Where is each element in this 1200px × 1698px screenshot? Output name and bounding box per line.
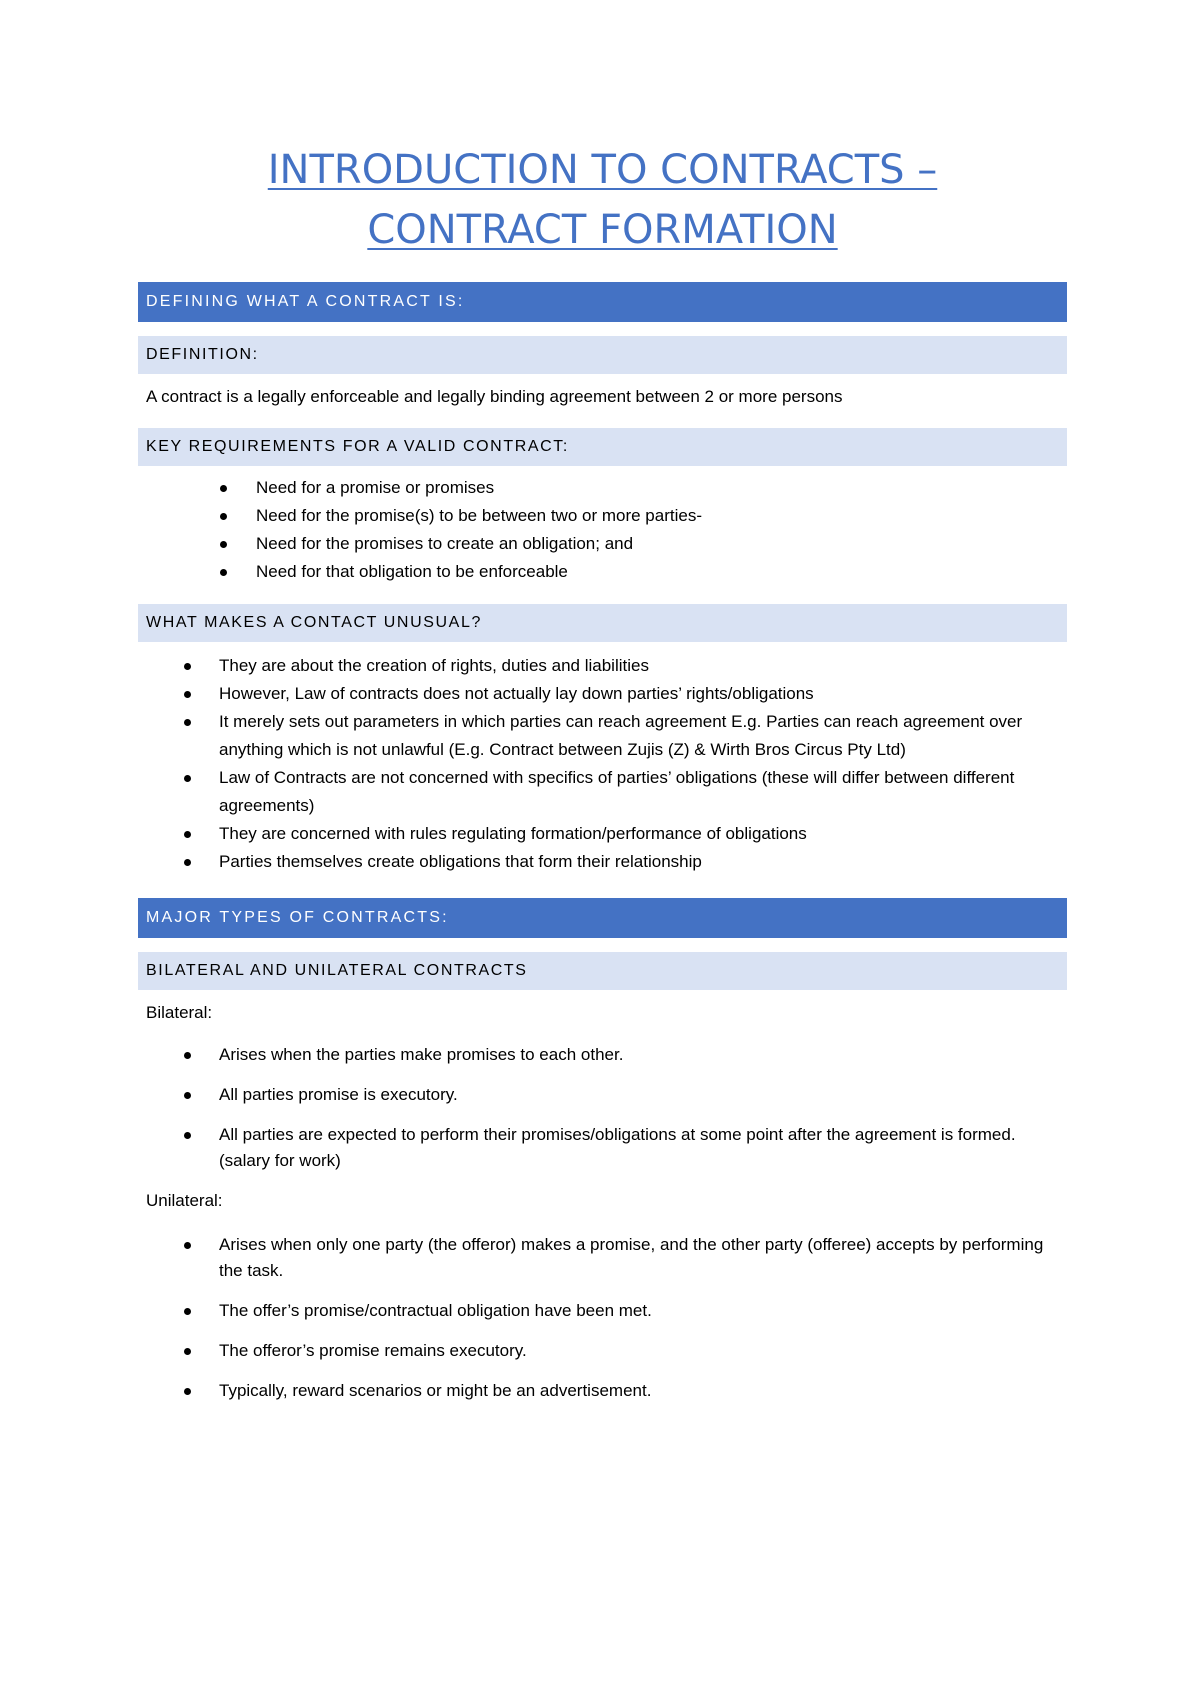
subheading-bilateral-unilateral: BILATERAL AND UNILATERAL CONTRACTS [138,952,1067,990]
contract-unusual-list [138,652,1067,876]
unilateral-label: Unilateral: [146,1191,223,1210]
key-requirements-list [138,474,1067,586]
list-item: They are concerned with rules regulating formation/performance of obligations [138,820,1067,848]
list-item: Arises when the parties make promises to each other. [138,1042,1067,1068]
list-item: Need for the promises to create an obligation; and [138,530,1067,558]
section-heading-major-types: MAJOR TYPES OF CONTRACTS: [138,898,1067,938]
section-heading-defining-contract: DEFINING WHAT A CONTRACT IS: [138,282,1067,322]
unilateral-list [138,1232,1067,1404]
list-item: All parties promise is executory. [138,1082,1067,1108]
list-item: All parties are expected to perform their promises/obligations at some point after the agreement is formed. (salary for work) [138,1122,1067,1174]
list-item: The offer’s promise/contractual obligation have been met. [138,1298,1067,1324]
bilateral-list [138,1042,1067,1174]
document-title [138,140,1067,260]
list-item: Need for the promise(s) to be between two or more parties- [138,502,1067,530]
list-item: They are about the creation of rights, duties and liabilities [138,652,1067,680]
list-item: It merely sets out parameters in which parties can reach agreement E.g. Parties can reach agreement over anything which is not unlawful (E.g. Contract between Zujis (Z) & Wirth Bros Circus Pty Ltd) [138,708,1067,764]
list-item: Need for that obligation to be enforceable [138,558,1067,586]
list-item: Law of Contracts are not concerned with specifics of parties’ obligations (these will differ between different agreements) [138,764,1067,820]
document-title-line1: INTRODUCTION TO CONTRACTS – [267,147,938,193]
subheading-contract-unusual: WHAT MAKES A CONTACT UNUSUAL? [138,604,1067,642]
list-item: Parties themselves create obligations that form their relationship [138,848,1067,876]
document-title-line2: CONTRACT FORMATION [367,207,838,253]
list-item: Typically, reward scenarios or might be an advertisement. [138,1378,1067,1404]
list-item: Need for a promise or promises [138,474,1067,502]
list-item: However, Law of contracts does not actually lay down parties’ rights/obligations [138,680,1067,708]
list-item: The offeror’s promise remains executory. [138,1338,1067,1364]
bilateral-label: Bilateral: [146,1003,213,1022]
document-page [138,140,1067,1418]
subheading-key-requirements: KEY REQUIREMENTS FOR A VALID CONTRACT: [138,428,1067,466]
subheading-definition: DEFINITION: [138,336,1067,374]
definition-text: A contract is a legally enforceable and legally binding agreement between 2 or more persons [146,387,843,406]
list-item: Arises when only one party (the offeror) makes a promise, and the other party (offeree) accepts by performing the task. [138,1232,1067,1284]
